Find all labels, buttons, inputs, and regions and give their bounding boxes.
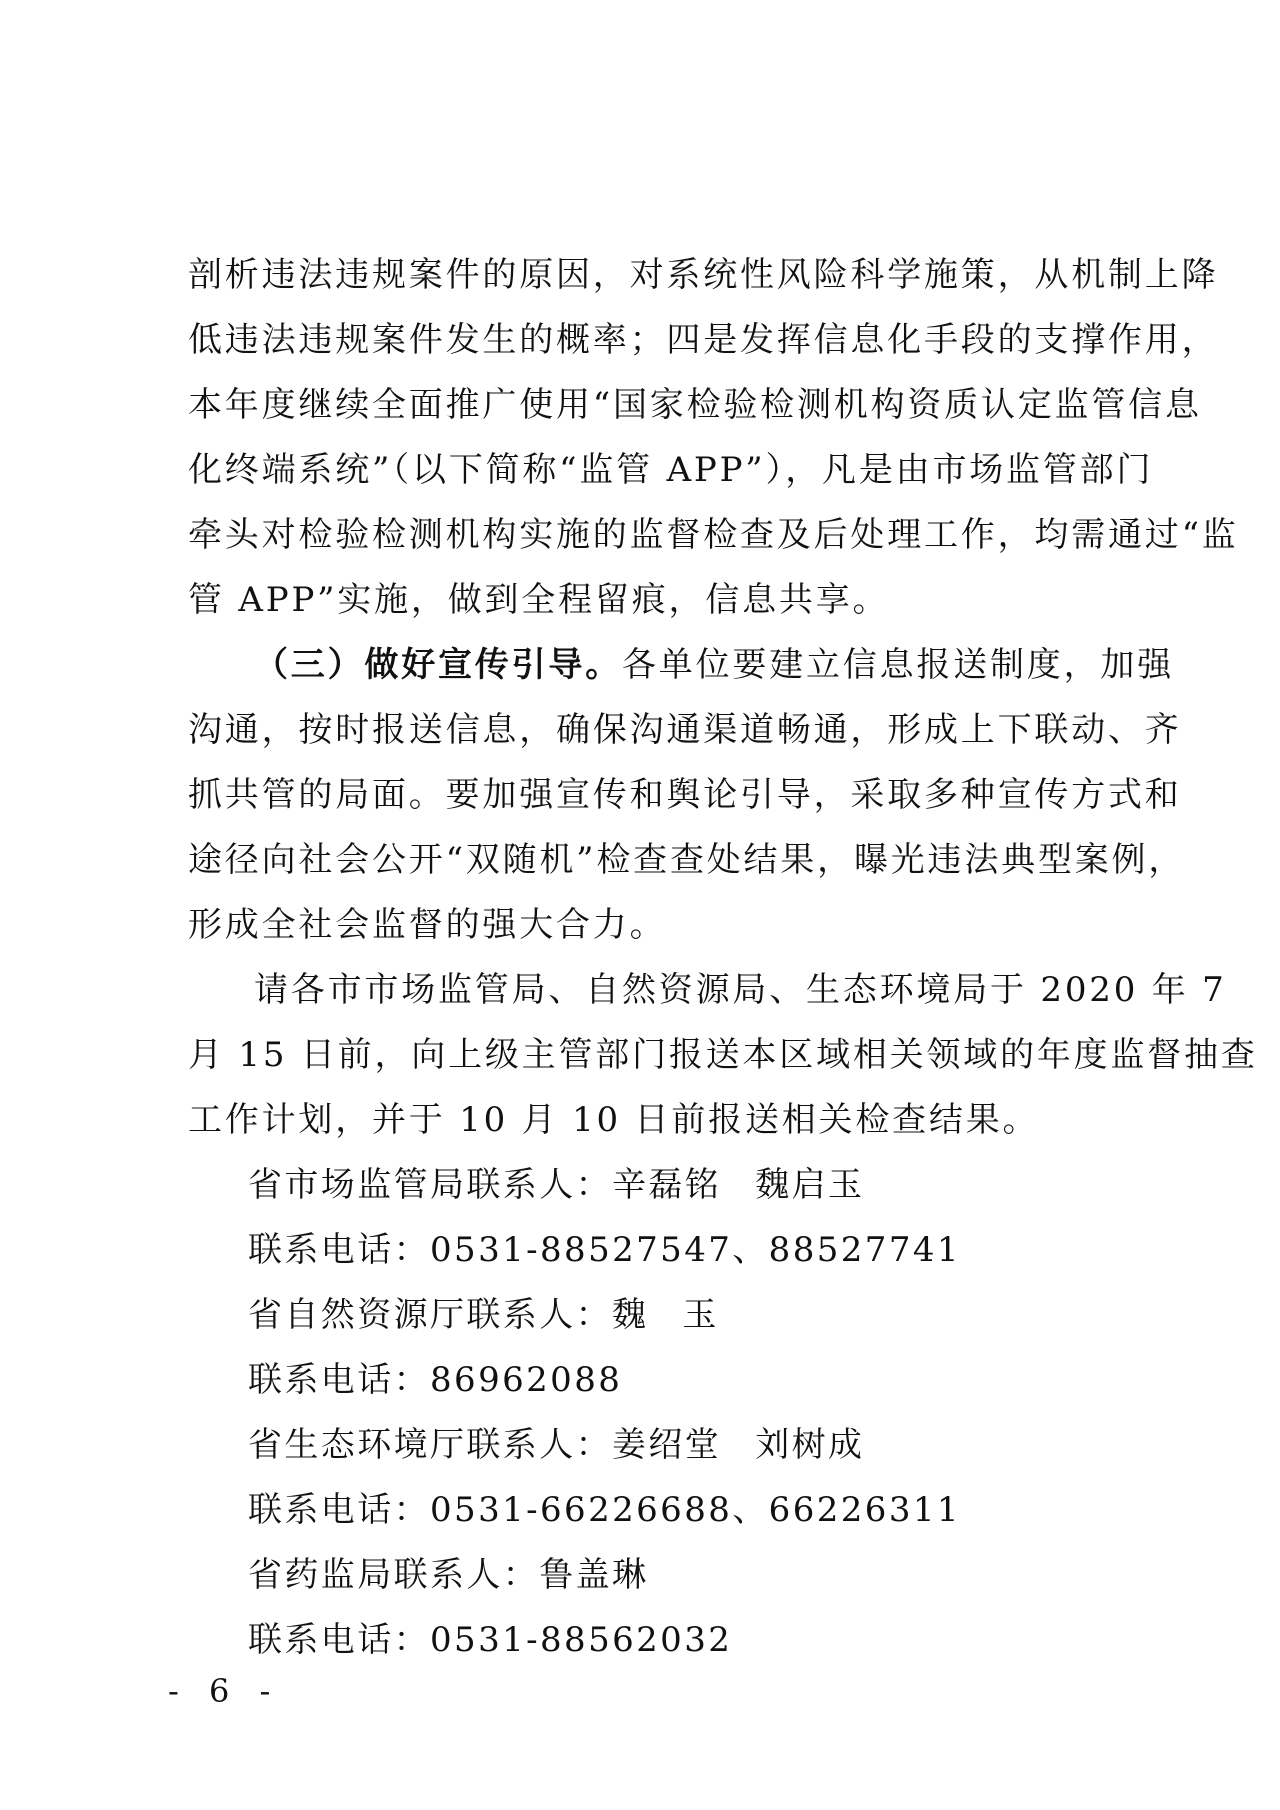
text-line: 工作计划，并于 10 月 10 日前报送相关检查结果。 [188,1100,1040,1140]
contact-name: 玉 [682,1295,719,1335]
paragraph-reporting [0,958,1280,1153]
phone-number: 86962088 [430,1360,623,1400]
page-number: - 6 - [168,1672,281,1710]
contact-name: 辛磊铭 [612,1165,722,1205]
contact-person-natural-resources [248,1283,1128,1348]
contact-person-ecology [248,1413,1128,1478]
contact-name: 魏 [612,1295,649,1335]
text-line: 牵头对检验检测机构实施的监督检查及后处理工作，均需通过“监 [188,515,1239,555]
paragraph-continuation [0,243,1280,633]
paragraph-publicity [0,633,1280,958]
contact-label: 联系电话： [248,1360,430,1400]
contact-label: 省生态环境厅联系人： [248,1425,612,1465]
section-heading: （三）做好宣传引导。 [254,645,622,685]
text-line: 剖析违法违规案件的原因，对系统性风险科学施策，从机制上降 [188,255,1219,295]
text-line: 途径向社会公开“双随机”检查查处结果，曝光违法典型案例， [188,840,1186,880]
contact-name: 姜绍堂 [612,1425,722,1465]
text-span: 各单位要建立信息报送制度，加强 [622,645,1174,685]
text-line: 管 APP”实施，做到全程留痕，信息共享。 [188,580,890,620]
contact-list [0,1153,1280,1673]
contact-name: 魏启玉 [755,1165,865,1205]
document-body [0,243,1280,1673]
contact-label: 省药监局联系人： [248,1555,540,1595]
contact-name: 鲁盖琳 [539,1555,649,1595]
contact-person-market [248,1153,1128,1218]
text-line: 请各市市场监管局、自然资源局、生态环境局于 2020 年 7 [254,970,1227,1010]
contact-phone-market [248,1218,1128,1283]
phone-number: 0531-66226688、66226311 [430,1490,961,1530]
text-line [254,633,1174,698]
contact-name: 刘树成 [755,1425,865,1465]
contact-label: 联系电话： [248,1230,430,1270]
phone-number: 0531-88562032 [430,1620,733,1660]
text-line: 抓共管的局面。要加强宣传和舆论引导，采取多种宣传方式和 [188,775,1182,815]
text-line: 月 15 日前，向上级主管部门报送本区域相关领域的年度监督抽查 [188,1035,1258,1075]
text-line: 本年度继续全面推广使用“国家检验检测机构资质认定监管信息 [188,385,1202,425]
contact-phone-natural-resources [248,1348,1128,1413]
contact-label: 省市场监管局联系人： [248,1165,612,1205]
contact-person-drug [248,1543,1128,1608]
contact-phone-drug [248,1608,1128,1673]
text-line: 低违法违规案件发生的概率；四是发挥信息化手段的支撑作用， [188,320,1219,360]
contact-label: 省自然资源厅联系人： [248,1295,612,1335]
contact-phone-ecology [248,1478,1128,1543]
text-line: 沟通，按时报送信息，确保沟通渠道畅通，形成上下联动、齐 [188,710,1182,750]
contact-label: 联系电话： [248,1490,430,1530]
text-line: 形成全社会监督的强大合力。 [188,905,667,945]
text-line: 化终端系统”（以下简称“监管 APP”），凡是由市场监管部门 [188,450,1154,490]
contact-label: 联系电话： [248,1620,430,1660]
phone-number: 0531-88527547、88527741 [430,1230,961,1270]
